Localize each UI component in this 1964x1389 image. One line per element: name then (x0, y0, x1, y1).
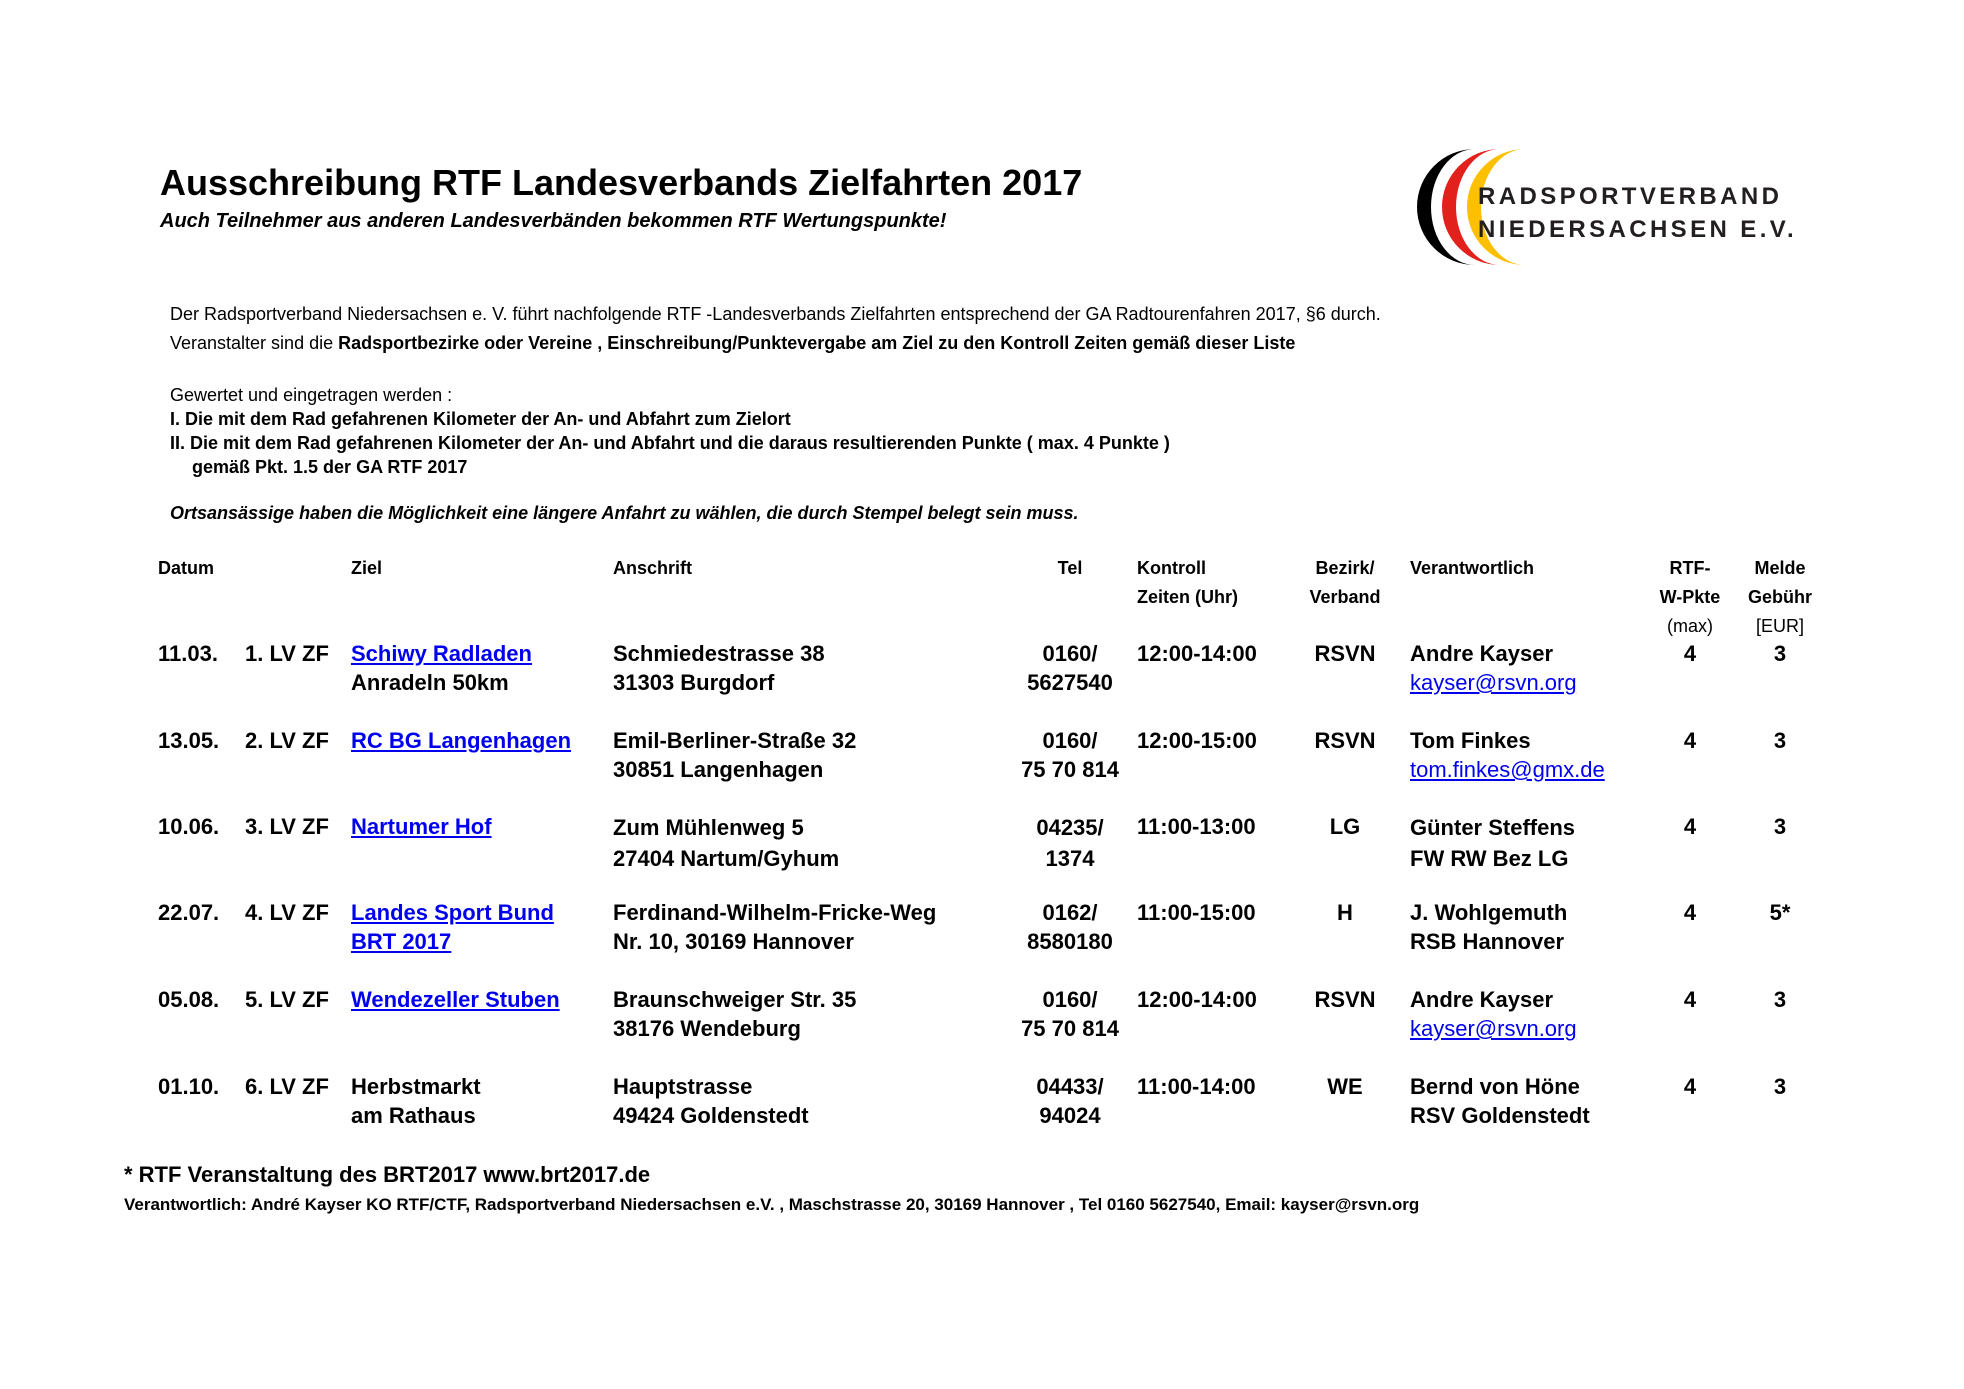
row-verantwortlich (1410, 1072, 1590, 1130)
row-datum: 11.03. (158, 641, 218, 666)
row-nr: 2. LV ZF (245, 728, 329, 753)
row-anschrift (613, 1072, 809, 1130)
col-header-anschrift: Anschrift (613, 558, 693, 578)
ziel-link-brt-2017[interactable]: BRT 2017 (351, 929, 452, 954)
row-verantwortlich (1410, 898, 1567, 956)
anschrift-line-2: 30851 Langenhagen (613, 757, 824, 782)
row-verantwortlich (1410, 985, 1577, 1043)
footer-note: * RTF Veranstaltung des BRT2017 www.brt2017.de (124, 1162, 651, 1187)
col-header-melde-line1: Melde (1754, 558, 1806, 578)
row-anschrift (613, 726, 856, 784)
row-datum: 05.08. (158, 987, 220, 1012)
anschrift-line-1: Hauptstrasse (613, 1074, 753, 1099)
verantwortlich-name: J. Wohlgemuth (1410, 900, 1568, 925)
tel-line-2: 8580180 (1027, 929, 1113, 954)
verantwortlich-name: Tom Finkes (1410, 728, 1531, 753)
row-gebuehr: 5* (1769, 900, 1791, 925)
ziel-link-rc-bg-langenhagen[interactable]: RC BG Langenhagen (351, 728, 572, 753)
row-pkte: 4 (1683, 814, 1697, 839)
tel-line-1: 0160/ (1042, 728, 1098, 753)
row-tel (1010, 812, 1130, 874)
col-header-verantwortlich: Verantwortlich (1410, 558, 1535, 578)
row-verantwortlich (1410, 726, 1605, 784)
verantwortlich-club: RSB Hannover (1410, 929, 1565, 954)
verantwortlich-name: Bernd von Höne (1410, 1074, 1580, 1099)
rules-line-3: II. Die mit dem Rad gefahrenen Kilometer der An- und Abfahrt und die daraus resultierenden Punkte ( max. 4 Punkte ) (170, 433, 1170, 453)
anschrift-line-1: Schmiedestrasse 38 (613, 641, 825, 666)
logo-wordmark (1478, 180, 1797, 246)
ziel-line-1: Herbstmarkt (351, 1074, 481, 1099)
row-zeit: 11:00-15:00 (1137, 900, 1256, 925)
row-gebuehr: 3 (1773, 728, 1787, 753)
intro-line-2-bold: Radsportbezirke oder Vereine , Einschreibung/Punktevergabe am Ziel zu den Kontroll Zeiten gemäß dieser Liste (338, 333, 1296, 353)
ziel-line-2: am Rathaus (351, 1103, 476, 1128)
ziel-link-wendezeller-stuben[interactable]: Wendezeller Stuben (351, 987, 560, 1012)
row-tel (1010, 1072, 1130, 1130)
intro-text (170, 300, 1381, 358)
anschrift-line-1: Ferdinand-Wilhelm-Fricke-Weg (613, 900, 937, 925)
row-nr: 1. LV ZF (245, 641, 329, 666)
row-verantwortlich (1410, 812, 1575, 874)
page-subtitle: Auch Teilnehmer aus anderen Landesverbänden bekommen RTF Wertungspunkte! (160, 210, 947, 232)
row-ziel (351, 726, 571, 755)
row-ziel (351, 1072, 481, 1130)
row-bezirk: RSVN (1314, 987, 1376, 1012)
row-pkte: 4 (1683, 900, 1697, 925)
verantwortlich-club: FW RW Bez LG (1410, 846, 1569, 871)
row-tel (1010, 898, 1130, 956)
anschrift-line-1: Braunschweiger Str. 35 (613, 987, 857, 1012)
logo-line-1: RADSPORTVERBAND (1478, 183, 1783, 210)
row-zeit: 12:00-14:00 (1137, 987, 1257, 1012)
tel-line-1: 0160/ (1042, 641, 1098, 666)
row-datum: 22.07. (158, 900, 220, 925)
tel-line-1: 0162/ (1042, 900, 1098, 925)
col-header-rtf-line2: W-Pkte (1659, 587, 1721, 607)
rules-line-4: gemäß Pkt. 1.5 der GA RTF 2017 (192, 457, 468, 477)
row-datum: 10.06. (158, 814, 220, 839)
row-gebuehr: 3 (1773, 814, 1787, 839)
col-header-melde (1738, 554, 1822, 640)
tel-line-1: 0160/ (1042, 987, 1098, 1012)
intro-line-2 (170, 329, 1381, 358)
page-title: Ausschreibung RTF Landesverbands Zielfahrten 2017 (160, 162, 1083, 203)
verantwortlich-name: Andre Kayser (1410, 987, 1554, 1012)
tel-line-2: 75 70 814 (1021, 1016, 1119, 1041)
row-gebuehr: 3 (1773, 1074, 1787, 1099)
row-bezirk: H (1337, 900, 1353, 925)
ziel-link-landes-sport-bund[interactable]: Landes Sport Bund (351, 900, 554, 925)
col-header-kontroll (1137, 554, 1238, 612)
email-link[interactable]: kayser@rsvn.org (1410, 670, 1577, 695)
tel-line-2: 1374 (1045, 846, 1095, 871)
anschrift-line-2: Nr. 10, 30169 Hannover (613, 929, 854, 954)
row-tel (1010, 985, 1130, 1043)
row-nr: 5. LV ZF (245, 987, 329, 1012)
verantwortlich-name: Andre Kayser (1410, 641, 1554, 666)
row-ziel (351, 898, 554, 956)
ziel-line-2: Anradeln 50km (351, 670, 509, 695)
tel-line-2: 94024 (1039, 1103, 1101, 1128)
local-note: Ortsansässige haben die Möglichkeit eine längere Anfahrt zu wählen, die durch Stempel belegt sein muss. (170, 503, 1079, 523)
row-zeit: 11:00-13:00 (1137, 814, 1256, 839)
intro-line-2-prefix: Veranstalter sind die (170, 333, 339, 353)
col-header-tel: Tel (1057, 558, 1083, 578)
row-anschrift (613, 812, 839, 874)
rules-text (170, 383, 1170, 479)
col-header-rtf (1645, 554, 1735, 640)
anschrift-line-2: 38176 Wendeburg (613, 1016, 801, 1041)
row-pkte: 4 (1683, 1074, 1697, 1099)
col-header-bezirk-line2: Verband (1309, 587, 1381, 607)
row-bezirk: WE (1327, 1074, 1363, 1099)
anschrift-line-1: Emil-Berliner-Straße 32 (613, 728, 857, 753)
row-pkte: 4 (1683, 641, 1697, 666)
col-header-rtf-line3: (max) (1667, 616, 1713, 636)
row-pkte: 4 (1683, 728, 1697, 753)
tel-line-1: 04235/ (1036, 815, 1104, 840)
row-zeit: 11:00-14:00 (1137, 1074, 1256, 1099)
row-ziel (351, 639, 532, 697)
row-zeit: 12:00-14:00 (1137, 641, 1257, 666)
row-datum: 13.05. (158, 728, 220, 753)
row-anschrift (613, 639, 825, 697)
row-ziel (351, 985, 560, 1014)
row-anschrift (613, 898, 936, 956)
rules-line-1: Gewertet und eingetragen werden : (170, 385, 453, 405)
email-link[interactable]: kayser@rsvn.org (1410, 1016, 1577, 1041)
rules-line-2: I. Die mit dem Rad gefahrenen Kilometer der An- und Abfahrt zum Zielort (170, 409, 791, 429)
row-zeit: 12:00-15:00 (1137, 728, 1257, 753)
email-link[interactable]: tom.finkes@gmx.de (1410, 757, 1605, 782)
verantwortlich-name: Günter Steffens (1410, 815, 1576, 840)
tel-line-2: 75 70 814 (1021, 757, 1119, 782)
col-header-melde-line3: [EUR] (1755, 616, 1804, 636)
row-bezirk: RSVN (1314, 728, 1376, 753)
row-verantwortlich (1410, 639, 1577, 697)
col-header-melde-line2: Gebühr (1747, 587, 1812, 607)
row-tel (1010, 726, 1130, 784)
row-tel (1010, 639, 1130, 697)
row-gebuehr: 3 (1773, 641, 1787, 666)
intro-line-1: Der Radsportverband Niedersachsen e. V. führt nachfolgende RTF -Landesverbands Zielfahrten entsprechend der GA Radtourenfahren 2017, §6 durch. (170, 304, 1381, 324)
ziel-link-schiwy-radladen[interactable]: Schiwy Radladen (351, 641, 532, 666)
logo-line-2: NIEDERSACHSEN E.V. (1478, 216, 1798, 243)
anschrift-line-2: 49424 Goldenstedt (613, 1103, 809, 1128)
row-bezirk: LG (1329, 814, 1361, 839)
verantwortlich-club: RSV Goldenstedt (1410, 1103, 1590, 1128)
row-pkte: 4 (1683, 987, 1697, 1012)
row-nr: 3. LV ZF (245, 814, 329, 839)
anschrift-line-1: Zum Mühlenweg 5 (613, 815, 804, 840)
anschrift-line-2: 31303 Burgdorf (613, 670, 775, 695)
col-header-ziel: Ziel (351, 558, 383, 578)
col-header-rtf-line1: RTF- (1669, 558, 1711, 578)
row-nr: 6. LV ZF (245, 1074, 329, 1099)
tel-line-2: 5627540 (1027, 670, 1113, 695)
row-bezirk: RSVN (1314, 641, 1376, 666)
col-header-kontroll-line2: Zeiten (Uhr) (1137, 587, 1238, 607)
col-header-bezirk-line1: Bezirk/ (1315, 558, 1375, 578)
col-header-bezirk (1300, 554, 1390, 612)
row-gebuehr: 3 (1773, 987, 1787, 1012)
col-header-datum: Datum (158, 558, 215, 578)
col-header-kontroll-line1: Kontroll (1137, 558, 1206, 578)
footer-contact: Verantwortlich: André Kayser KO RTF/CTF, Radsportverband Niedersachsen e.V. , Maschstrasse 20, 30169 Hannover , Tel 0160 5627540, Email: kayser@rsvn.org (124, 1195, 1420, 1214)
row-anschrift (613, 985, 856, 1043)
row-datum: 01.10. (158, 1074, 220, 1099)
row-nr: 4. LV ZF (245, 900, 329, 925)
ziel-link-nartumer-hof[interactable]: Nartumer Hof (351, 814, 492, 839)
tel-line-1: 04433/ (1036, 1074, 1104, 1099)
anschrift-line-2: 27404 Nartum/Gyhum (613, 846, 840, 871)
row-ziel (351, 812, 492, 841)
